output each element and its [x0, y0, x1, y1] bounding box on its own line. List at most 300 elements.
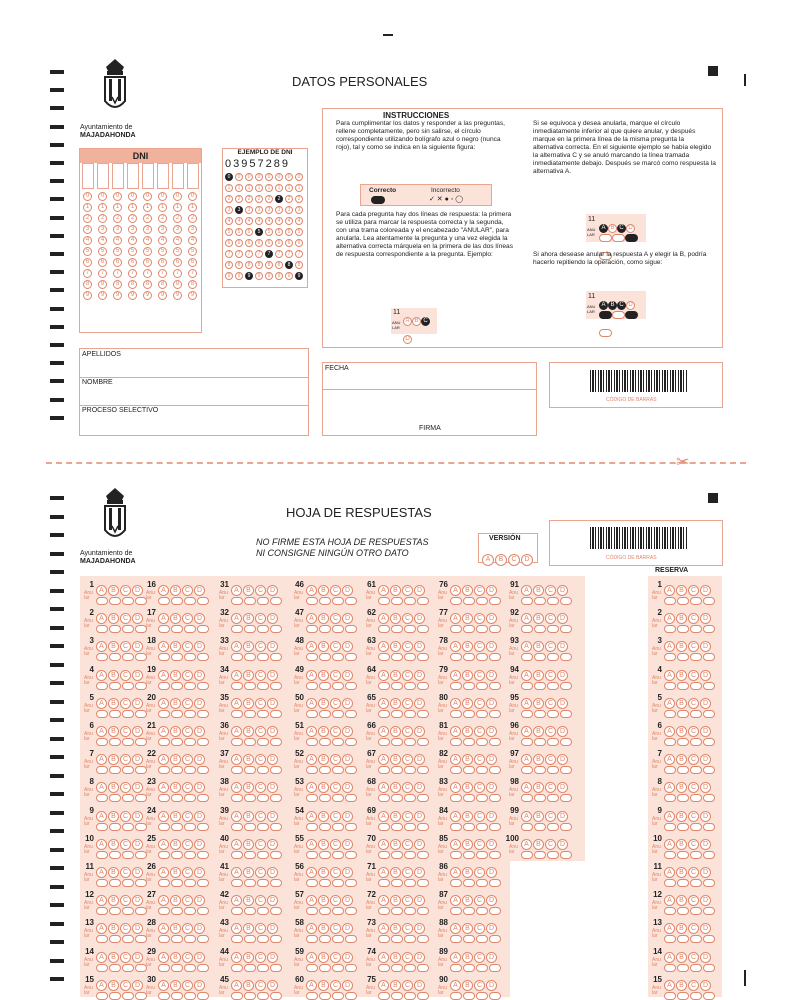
anular-oval[interactable] — [521, 653, 533, 661]
anular-oval[interactable] — [109, 992, 121, 1000]
answer-bubble-a[interactable]: A — [521, 641, 532, 652]
answer-bubble-b[interactable]: B — [170, 867, 181, 878]
answer-bubble-d[interactable]: D — [557, 839, 568, 850]
anular-oval[interactable] — [306, 653, 318, 661]
anular-oval[interactable] — [690, 851, 702, 859]
answer-bubble-d[interactable]: D — [194, 923, 205, 934]
dni-digit-bubble[interactable]: 9 — [113, 291, 122, 300]
anular-oval[interactable] — [158, 625, 170, 633]
dni-digit-bubble[interactable]: 8 — [173, 280, 182, 289]
dni-digit-box[interactable] — [187, 163, 199, 189]
anular-oval[interactable] — [306, 738, 318, 746]
anular-oval[interactable] — [244, 653, 256, 661]
anular-oval[interactable] — [345, 766, 357, 774]
anular-oval[interactable] — [345, 625, 357, 633]
answer-bubble-b[interactable]: B — [676, 641, 687, 652]
dni-digit-bubble[interactable]: 4 — [158, 236, 167, 245]
anular-oval[interactable] — [391, 794, 403, 802]
anular-oval[interactable] — [345, 879, 357, 887]
anular-oval[interactable] — [391, 935, 403, 943]
anular-oval[interactable] — [521, 682, 533, 690]
anular-oval[interactable] — [450, 794, 462, 802]
answer-bubble-b[interactable]: B — [108, 641, 119, 652]
anular-oval[interactable] — [122, 907, 134, 915]
dni-digit-box[interactable] — [172, 163, 184, 189]
anular-oval[interactable] — [109, 794, 121, 802]
answer-bubble-c[interactable]: C — [474, 980, 485, 991]
anular-oval[interactable] — [171, 992, 183, 1000]
answer-bubble-d[interactable]: D — [267, 726, 278, 737]
answer-bubble-c[interactable]: C — [255, 867, 266, 878]
anular-oval[interactable] — [404, 625, 416, 633]
dni-digit-bubble[interactable]: 5 — [128, 247, 137, 256]
answer-bubble-b[interactable]: B — [108, 867, 119, 878]
answer-bubble-c[interactable]: C — [474, 670, 485, 681]
answer-bubble-b[interactable]: B — [676, 613, 687, 624]
answer-bubble-c[interactable]: C — [255, 782, 266, 793]
answer-bubble-b[interactable]: B — [318, 895, 329, 906]
anular-oval[interactable] — [231, 625, 243, 633]
anular-oval[interactable] — [197, 625, 209, 633]
answer-bubble-b[interactable]: B — [108, 923, 119, 934]
answer-bubble-c[interactable]: C — [120, 895, 131, 906]
answer-bubble-b[interactable]: B — [318, 923, 329, 934]
answer-bubble-c[interactable]: C — [182, 613, 193, 624]
answer-bubble-c[interactable]: C — [120, 839, 131, 850]
anular-oval[interactable] — [332, 935, 344, 943]
anular-oval[interactable] — [450, 738, 462, 746]
dni-digit-bubble[interactable]: 6 — [128, 258, 137, 267]
anular-oval[interactable] — [534, 625, 546, 633]
answer-bubble-b[interactable]: B — [170, 754, 181, 765]
answer-bubble-c[interactable]: C — [474, 754, 485, 765]
anular-oval[interactable] — [664, 710, 676, 718]
dni-digit-bubble[interactable]: 0 — [158, 192, 167, 201]
anular-oval[interactable] — [690, 964, 702, 972]
anular-oval[interactable] — [547, 597, 559, 605]
anular-oval[interactable] — [184, 992, 196, 1000]
anular-oval[interactable] — [122, 823, 134, 831]
answer-bubble-c[interactable]: C — [474, 923, 485, 934]
answer-bubble-c[interactable]: C — [330, 923, 341, 934]
anular-oval[interactable] — [703, 653, 715, 661]
anular-oval[interactable] — [664, 682, 676, 690]
anular-oval[interactable] — [703, 766, 715, 774]
answer-bubble-d[interactable]: D — [267, 867, 278, 878]
answer-bubble-a[interactable]: A — [231, 726, 242, 737]
answer-bubble-b[interactable]: B — [243, 923, 254, 934]
anular-oval[interactable] — [332, 597, 344, 605]
anular-oval[interactable] — [690, 992, 702, 1000]
anular-oval[interactable] — [391, 766, 403, 774]
anular-oval[interactable] — [677, 823, 689, 831]
anular-oval[interactable] — [184, 794, 196, 802]
anular-oval[interactable] — [158, 653, 170, 661]
anular-oval[interactable] — [332, 710, 344, 718]
anular-oval[interactable] — [332, 794, 344, 802]
anular-oval[interactable] — [332, 625, 344, 633]
anular-oval[interactable] — [319, 625, 331, 633]
anular-oval[interactable] — [96, 710, 108, 718]
dni-digit-box[interactable] — [142, 163, 154, 189]
version-bubble[interactable]: D — [521, 554, 533, 566]
answer-bubble-c[interactable]: C — [402, 670, 413, 681]
answer-bubble-b[interactable]: B — [462, 613, 473, 624]
answer-bubble-c[interactable]: C — [120, 754, 131, 765]
anular-oval[interactable] — [703, 851, 715, 859]
answer-bubble-a[interactable]: A — [96, 839, 107, 850]
anular-oval[interactable] — [109, 879, 121, 887]
answer-bubble-d[interactable]: D — [132, 867, 143, 878]
anular-oval[interactable] — [703, 597, 715, 605]
anular-oval[interactable] — [664, 964, 676, 972]
anular-oval[interactable] — [417, 907, 429, 915]
dni-digit-bubble[interactable]: 9 — [83, 291, 92, 300]
anular-oval[interactable] — [270, 964, 282, 972]
answer-bubble-a[interactable]: A — [450, 811, 461, 822]
anular-oval[interactable] — [677, 682, 689, 690]
anular-oval[interactable] — [257, 625, 269, 633]
dni-digit-bubble[interactable]: 6 — [98, 258, 107, 267]
anular-oval[interactable] — [184, 738, 196, 746]
answer-bubble-d[interactable]: D — [342, 811, 353, 822]
anular-oval[interactable] — [463, 597, 475, 605]
answer-bubble-d[interactable]: D — [700, 923, 711, 934]
anular-oval[interactable] — [476, 682, 488, 690]
answer-bubble-c[interactable]: C — [688, 980, 699, 991]
answer-bubble-d[interactable]: D — [700, 698, 711, 709]
dni-digit-bubble[interactable]: 1 — [143, 203, 152, 212]
dni-digit-bubble[interactable]: 4 — [128, 236, 137, 245]
answer-bubble-c[interactable]: C — [688, 923, 699, 934]
answer-bubble-b[interactable]: B — [390, 670, 401, 681]
anular-oval[interactable] — [534, 653, 546, 661]
anular-oval[interactable] — [244, 682, 256, 690]
answer-bubble-a[interactable]: A — [664, 585, 675, 596]
anular-oval[interactable] — [404, 794, 416, 802]
anular-oval[interactable] — [96, 682, 108, 690]
anular-oval[interactable] — [109, 597, 121, 605]
answer-bubble-c[interactable]: C — [688, 754, 699, 765]
anular-oval[interactable] — [534, 794, 546, 802]
dni-digit-bubble[interactable]: 1 — [83, 203, 92, 212]
answer-bubble-d[interactable]: D — [342, 726, 353, 737]
anular-oval[interactable] — [244, 935, 256, 943]
anular-oval[interactable] — [560, 851, 572, 859]
anular-oval[interactable] — [476, 710, 488, 718]
answer-bubble-d[interactable]: D — [557, 698, 568, 709]
anular-oval[interactable] — [476, 766, 488, 774]
answer-bubble-d[interactable]: D — [267, 670, 278, 681]
anular-oval[interactable] — [109, 935, 121, 943]
dni-digit-bubble[interactable]: 3 — [113, 225, 122, 234]
answer-bubble-a[interactable]: A — [231, 698, 242, 709]
anular-oval[interactable] — [391, 597, 403, 605]
answer-bubble-c[interactable]: C — [402, 923, 413, 934]
anular-oval[interactable] — [306, 907, 318, 915]
answer-bubble-b[interactable]: B — [390, 754, 401, 765]
answer-bubble-a[interactable]: A — [664, 613, 675, 624]
answer-bubble-b[interactable]: B — [390, 895, 401, 906]
answer-bubble-b[interactable]: B — [318, 952, 329, 963]
anular-oval[interactable] — [306, 964, 318, 972]
answer-bubble-a[interactable]: A — [306, 895, 317, 906]
anular-oval[interactable] — [109, 738, 121, 746]
anular-oval[interactable] — [319, 964, 331, 972]
answer-bubble-d[interactable]: D — [194, 726, 205, 737]
anular-oval[interactable] — [560, 625, 572, 633]
dni-digit-bubble[interactable]: 8 — [83, 280, 92, 289]
answer-bubble-c[interactable]: C — [255, 726, 266, 737]
answer-bubble-a[interactable]: A — [158, 754, 169, 765]
anular-oval[interactable] — [560, 653, 572, 661]
anular-oval[interactable] — [476, 851, 488, 859]
answer-bubble-d[interactable]: D — [267, 923, 278, 934]
answer-bubble-c[interactable]: C — [255, 952, 266, 963]
anular-oval[interactable] — [677, 794, 689, 802]
answer-bubble-b[interactable]: B — [108, 726, 119, 737]
anular-oval[interactable] — [489, 766, 501, 774]
dni-digit-bubble[interactable]: 8 — [128, 280, 137, 289]
answer-bubble-d[interactable]: D — [194, 867, 205, 878]
answer-bubble-a[interactable]: A — [158, 641, 169, 652]
answer-bubble-a[interactable]: A — [521, 698, 532, 709]
answer-bubble-c[interactable]: C — [120, 980, 131, 991]
answer-bubble-d[interactable]: D — [414, 923, 425, 934]
answer-bubble-a[interactable]: A — [664, 641, 675, 652]
answer-bubble-a[interactable]: A — [96, 811, 107, 822]
answer-bubble-b[interactable]: B — [676, 811, 687, 822]
anular-oval[interactable] — [417, 766, 429, 774]
anular-oval[interactable] — [560, 794, 572, 802]
anular-oval[interactable] — [197, 597, 209, 605]
anular-oval[interactable] — [244, 851, 256, 859]
answer-bubble-d[interactable]: D — [486, 839, 497, 850]
answer-bubble-d[interactable]: D — [486, 698, 497, 709]
answer-bubble-d[interactable]: D — [414, 867, 425, 878]
anular-oval[interactable] — [345, 738, 357, 746]
answer-bubble-d[interactable]: D — [414, 698, 425, 709]
answer-bubble-b[interactable]: B — [533, 613, 544, 624]
answer-bubble-b[interactable]: B — [390, 867, 401, 878]
answer-bubble-b[interactable]: B — [243, 782, 254, 793]
anular-oval[interactable] — [391, 907, 403, 915]
anular-oval[interactable] — [489, 851, 501, 859]
anular-oval[interactable] — [489, 879, 501, 887]
anular-oval[interactable] — [703, 738, 715, 746]
anular-oval[interactable] — [378, 851, 390, 859]
anular-oval[interactable] — [184, 851, 196, 859]
answer-bubble-c[interactable]: C — [182, 698, 193, 709]
answer-bubble-d[interactable]: D — [700, 613, 711, 624]
anular-oval[interactable] — [547, 823, 559, 831]
anular-oval[interactable] — [231, 597, 243, 605]
answer-bubble-a[interactable]: A — [450, 698, 461, 709]
anular-oval[interactable] — [476, 653, 488, 661]
anular-oval[interactable] — [677, 964, 689, 972]
answer-bubble-b[interactable]: B — [390, 839, 401, 850]
anular-oval[interactable] — [197, 738, 209, 746]
anular-oval[interactable] — [171, 710, 183, 718]
dni-digit-bubble[interactable]: 7 — [143, 269, 152, 278]
answer-bubble-a[interactable]: A — [306, 952, 317, 963]
answer-bubble-d[interactable]: D — [700, 811, 711, 822]
anular-oval[interactable] — [171, 879, 183, 887]
anular-oval[interactable] — [378, 766, 390, 774]
answer-bubble-d[interactable]: D — [267, 952, 278, 963]
answer-bubble-b[interactable]: B — [170, 641, 181, 652]
anular-oval[interactable] — [171, 823, 183, 831]
answer-bubble-b[interactable]: B — [462, 726, 473, 737]
version-bubble[interactable]: A — [482, 554, 494, 566]
answer-bubble-a[interactable]: A — [306, 923, 317, 934]
anular-oval[interactable] — [319, 738, 331, 746]
anular-oval[interactable] — [703, 823, 715, 831]
anular-oval[interactable] — [197, 935, 209, 943]
answer-bubble-c[interactable]: C — [120, 952, 131, 963]
anular-oval[interactable] — [345, 710, 357, 718]
anular-oval[interactable] — [306, 766, 318, 774]
anular-oval[interactable] — [489, 653, 501, 661]
anular-oval[interactable] — [404, 823, 416, 831]
answer-bubble-d[interactable]: D — [132, 952, 143, 963]
anular-oval[interactable] — [197, 992, 209, 1000]
anular-oval[interactable] — [319, 851, 331, 859]
dni-digit-bubble[interactable]: 4 — [143, 236, 152, 245]
anular-oval[interactable] — [450, 823, 462, 831]
dni-digit-bubble[interactable]: 4 — [113, 236, 122, 245]
anular-oval[interactable] — [270, 738, 282, 746]
anular-oval[interactable] — [319, 879, 331, 887]
answer-bubble-b[interactable]: B — [170, 670, 181, 681]
answer-bubble-b[interactable]: B — [676, 895, 687, 906]
anular-oval[interactable] — [257, 597, 269, 605]
dni-digit-bubble[interactable]: 5 — [188, 247, 197, 256]
anular-oval[interactable] — [109, 851, 121, 859]
anular-oval[interactable] — [270, 935, 282, 943]
dni-digit-bubble[interactable]: 3 — [173, 225, 182, 234]
answer-bubble-d[interactable]: D — [342, 867, 353, 878]
anular-oval[interactable] — [184, 879, 196, 887]
answer-bubble-a[interactable]: A — [378, 670, 389, 681]
anular-oval[interactable] — [109, 682, 121, 690]
answer-bubble-d[interactable]: D — [414, 811, 425, 822]
answer-bubble-b[interactable]: B — [170, 811, 181, 822]
answer-bubble-c[interactable]: C — [545, 641, 556, 652]
anular-oval[interactable] — [158, 682, 170, 690]
answer-bubble-d[interactable]: D — [486, 895, 497, 906]
answer-bubble-a[interactable]: A — [378, 923, 389, 934]
answer-bubble-c[interactable]: C — [688, 613, 699, 624]
anular-oval[interactable] — [690, 879, 702, 887]
anular-oval[interactable] — [404, 907, 416, 915]
anular-oval[interactable] — [184, 766, 196, 774]
answer-bubble-a[interactable]: A — [231, 641, 242, 652]
answer-bubble-c[interactable]: C — [330, 585, 341, 596]
answer-bubble-a[interactable]: A — [664, 698, 675, 709]
anular-oval[interactable] — [231, 794, 243, 802]
answer-bubble-a[interactable]: A — [96, 867, 107, 878]
anular-oval[interactable] — [664, 597, 676, 605]
anular-oval[interactable] — [171, 766, 183, 774]
answer-bubble-a[interactable]: A — [306, 585, 317, 596]
answer-bubble-d[interactable]: D — [700, 839, 711, 850]
anular-oval[interactable] — [184, 625, 196, 633]
anular-oval[interactable] — [122, 794, 134, 802]
answer-bubble-b[interactable]: B — [676, 980, 687, 991]
answer-bubble-d[interactable]: D — [486, 726, 497, 737]
answer-bubble-c[interactable]: C — [474, 782, 485, 793]
anular-oval[interactable] — [450, 682, 462, 690]
anular-oval[interactable] — [463, 738, 475, 746]
answer-bubble-a[interactable]: A — [158, 585, 169, 596]
anular-oval[interactable] — [332, 823, 344, 831]
anular-oval[interactable] — [404, 738, 416, 746]
anular-oval[interactable] — [391, 653, 403, 661]
answer-bubble-d[interactable]: D — [414, 952, 425, 963]
anular-oval[interactable] — [122, 879, 134, 887]
anular-oval[interactable] — [171, 794, 183, 802]
answer-bubble-c[interactable]: C — [255, 754, 266, 765]
answer-bubble-d[interactable]: D — [132, 698, 143, 709]
anular-oval[interactable] — [306, 992, 318, 1000]
dni-digit-bubble[interactable]: 3 — [128, 225, 137, 234]
answer-bubble-b[interactable]: B — [390, 980, 401, 991]
anular-oval[interactable] — [690, 625, 702, 633]
anular-oval[interactable] — [184, 710, 196, 718]
dni-digit-bubble[interactable]: 1 — [128, 203, 137, 212]
anular-oval[interactable] — [664, 879, 676, 887]
anular-oval[interactable] — [391, 879, 403, 887]
anular-oval[interactable] — [306, 794, 318, 802]
anular-oval[interactable] — [391, 682, 403, 690]
answer-bubble-b[interactable]: B — [533, 726, 544, 737]
answer-bubble-b[interactable]: B — [243, 980, 254, 991]
answer-bubble-c[interactable]: C — [545, 754, 556, 765]
anular-oval[interactable] — [244, 738, 256, 746]
anular-oval[interactable] — [171, 964, 183, 972]
anular-oval[interactable] — [122, 964, 134, 972]
anular-oval[interactable] — [378, 710, 390, 718]
anular-oval[interactable] — [476, 992, 488, 1000]
dni-digit-box[interactable] — [112, 163, 124, 189]
answer-bubble-a[interactable]: A — [664, 811, 675, 822]
anular-oval[interactable] — [257, 794, 269, 802]
anular-oval[interactable] — [534, 823, 546, 831]
answer-bubble-b[interactable]: B — [318, 867, 329, 878]
answer-bubble-b[interactable]: B — [462, 641, 473, 652]
answer-bubble-b[interactable]: B — [170, 980, 181, 991]
answer-bubble-a[interactable]: A — [378, 952, 389, 963]
answer-bubble-b[interactable]: B — [462, 670, 473, 681]
anular-oval[interactable] — [391, 823, 403, 831]
answer-bubble-c[interactable]: C — [474, 613, 485, 624]
dni-digit-bubble[interactable]: 8 — [113, 280, 122, 289]
anular-oval[interactable] — [450, 710, 462, 718]
answer-bubble-a[interactable]: A — [96, 698, 107, 709]
anular-oval[interactable] — [677, 597, 689, 605]
answer-bubble-b[interactable]: B — [676, 670, 687, 681]
answer-bubble-b[interactable]: B — [108, 811, 119, 822]
answer-bubble-c[interactable]: C — [182, 754, 193, 765]
anular-oval[interactable] — [664, 935, 676, 943]
answer-bubble-c[interactable]: C — [330, 698, 341, 709]
anular-oval[interactable] — [319, 992, 331, 1000]
answer-bubble-c[interactable]: C — [330, 726, 341, 737]
anular-oval[interactable] — [96, 851, 108, 859]
answer-bubble-d[interactable]: D — [342, 613, 353, 624]
answer-bubble-a[interactable]: A — [231, 952, 242, 963]
